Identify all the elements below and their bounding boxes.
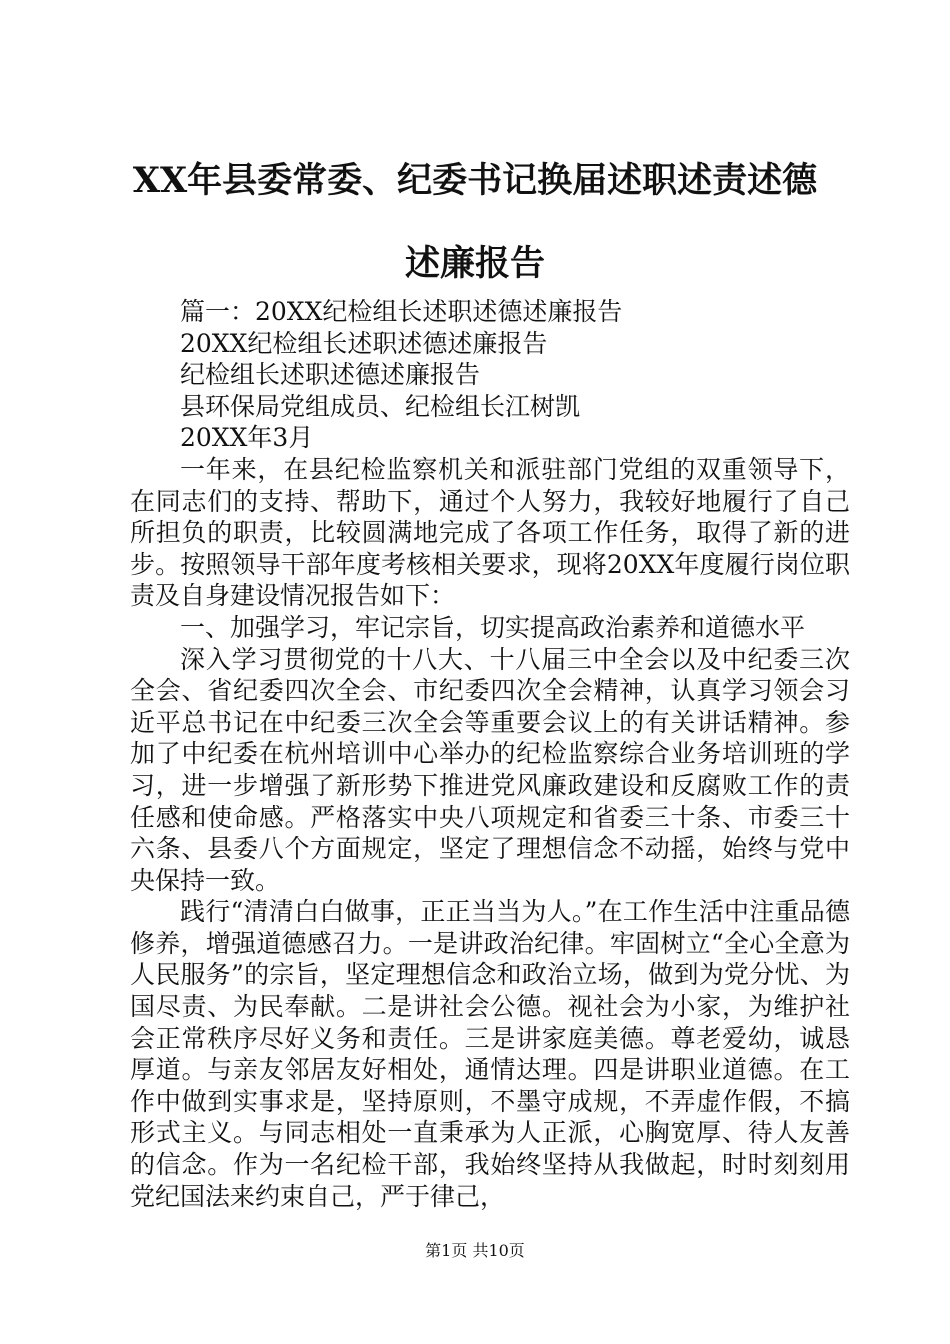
paragraph-date: 20XX年3月	[180, 423, 314, 453]
page-number-footer: 第1页 共10页	[425, 1241, 525, 1260]
paragraph-ethics: 践行“清清白白做事，正正当当为人。”在工作生活中注重品德修养，增强道德感召力。一是讲政治纪律。牢固树立“全心全意为人民服务”的宗旨，坚定理想信念和政治立场，做到为党分忧、为国尽责、为民奉献。二是讲社会公德。视社会为小家，为维护社会正常秩序尽好义务和责任。三是讲家庭美德。尊老爱幼，诚恳厚道。与亲友邻居友好相处，通情达理。四是讲职业道德。在工作中做到实事求是，坚持原则，不墨守成规，不弄虚作假，不搞形式主义。与同志相处一直秉承为人正派，心胸宽厚、待人友善的信念。作为一名纪检干部，我始终坚持从我做起，时时刻刻用党纪国法来约束自己，严于律己，	[130, 897, 850, 1211]
paragraph-report-title: 纪检组长述职述德述廉报告	[180, 360, 481, 390]
document-title-line-2: 述廉报告	[404, 243, 545, 284]
paragraph-heading: 篇一：20XX纪检组长述职述德述廉报告	[180, 297, 623, 326]
document-body	[130, 296, 850, 1212]
paragraph-subtitle: 20XX纪检组长述职述德述廉报告	[180, 328, 548, 358]
paragraph-study: 深入学习贯彻党的十八大、十八届三中全会以及中纪委三次全会、省纪委四次全会、市纪委四次全会精神，认真学习领会习近平总书记在中纪委三次全会等重要会议上的有关讲话精神。参加了中纪委在杭州培训中心举办的纪检监察综合业务培训班的学习，进一步增强了新形势下推进党风廉政建设和反腐败工作的责任感和使命感。严格落实中央八项规定和省委三十条、市委三十六条、县委八个方面规定，坚定了理想信念不动摇，始终与党中央保持一致。	[130, 644, 850, 895]
paragraph-intro: 一年来，在县纪检监察机关和派驻部门党组的双重领导下，在同志们的支持、帮助下，通过个人努力，我较好地履行了自己所担负的职责，比较圆满地完成了各项工作任务，取得了新的进步。按照领导干部年度考核相关要求，现将20XX年度履行岗位职责及自身建设情况报告如下：	[130, 454, 850, 611]
document-title-line-1: XX年县委常委、纪委书记换届述职述责述德	[132, 160, 818, 201]
paragraph-author: 县环保局党组成员、纪检组长江树凯	[180, 391, 581, 421]
section-heading: 一、加强学习，牢记宗旨，切实提高政治素养和道德水平	[180, 612, 806, 642]
